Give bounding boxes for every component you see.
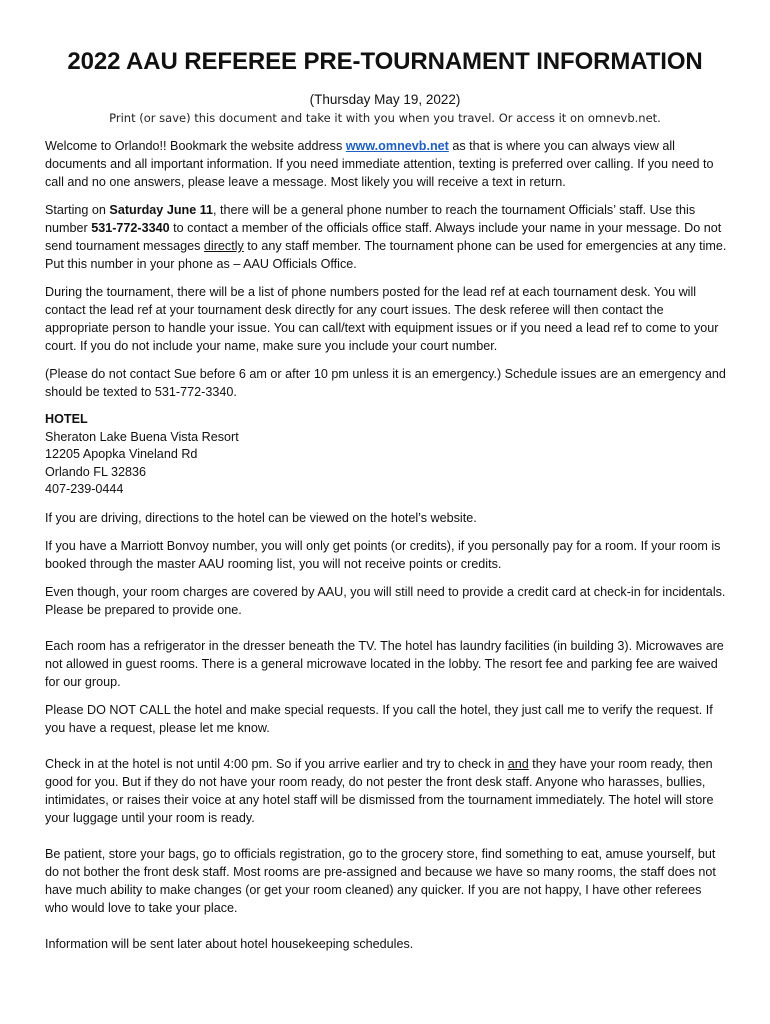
hotel-heading: HOTEL: [45, 412, 88, 426]
phone-text-3: to contact a member of the officials office staff. Always include your name in your message. Do not send tournament messages: [45, 221, 722, 253]
start-date-bold: Saturday June 11: [109, 203, 214, 217]
phone-text-4: to any staff member. The tournament phone can be used for emergencies at any time. Put this number in your phone as – AAU Officials Office.: [45, 239, 727, 271]
website-link[interactable]: www.omnevb.net: [345, 139, 449, 153]
checkin-text-1: Check in at the hotel is not until 4:00 pm. So if you arrive earlier and try to check in: [45, 756, 508, 771]
welcome-paragraph: [45, 137, 727, 191]
marriott-paragraph: If you have a Marriott Bonvoy number, you will only get points (or credits), if you personally pay for a room. If your room is booked through the master AAU rooming list, you will not receive points or credits.: [45, 538, 721, 571]
hotel-block: [45, 411, 727, 499]
hotel-name: Sheraton Lake Buena Vista Resort: [45, 429, 239, 444]
phone-text-2: , there will be a general phone number to reach the tournament Officials’ staff. Use this number: [45, 203, 696, 235]
housekeeping-paragraph: Information will be sent later about hotel housekeeping schedules.: [45, 936, 414, 951]
welcome-text-end: as that is where you can always view all documents and all important information. If you need immediate attention, texting is preferred over calling. If you need to call and no one answers, please leave a message. Most likely you will receive a text in return.: [45, 139, 714, 189]
phone-text-1: Starting on: [45, 203, 110, 217]
document-body: [45, 137, 727, 963]
directions-paragraph: If you are driving, directions to the hotel can be viewed on the hotel’s website.: [45, 510, 477, 525]
print-note: Print (or save) this document and take it with you when you travel. Or access it on omnevb.net.: [109, 111, 661, 125]
document-title: 2022 AAU REFEREE PRE-TOURNAMENT INFORMATION: [67, 48, 703, 75]
welcome-text-start: Welcome to Orlando!! Bookmark the website address: [45, 139, 346, 153]
directly-underlined: directly: [203, 239, 244, 253]
hotel-phone: 407-239-0444: [45, 482, 124, 496]
hotel-address-line-2: Orlando FL 32836: [45, 464, 147, 479]
document-date: (Thursday May 19, 2022): [309, 92, 461, 107]
contact-note-paragraph: (Please do not contact Sue before 6 am or after 10 pm unless it is an emergency.) Schedule issues are an emergency and should be texted to 531-772-3340.: [45, 367, 726, 399]
hotel-address-line-1: 12205 Apopka Vineland Rd: [45, 447, 198, 461]
do-not-call-paragraph: Please DO NOT CALL the hotel and make special requests. If you call the hotel, they just call me to verify the request. If you have a request, please let me know.: [45, 702, 713, 735]
office-phone-number: 531-772-3340: [91, 221, 170, 235]
checkin-text-2: they have your room ready, then good for you. But if they do not have your room ready, do not pester the front desk staff. Anyone who harasses, bullies, intimidates, or raises their voice at any hotel staff will be dismissed from the tournament immediately. The hotel will store your luggage until your room is ready.: [45, 756, 714, 825]
credit-card-paragraph: Even though, your room charges are covered by AAU, you will still need to provide a credit card at check-in for incidentals. Please be prepared to provide one.: [45, 584, 726, 617]
and-underlined: and: [507, 756, 529, 771]
phone-info-paragraph: [45, 201, 727, 273]
room-info-paragraph: Each room has a refrigerator in the dresser beneath the TV. The hotel has laundry facilities (in building 3). Microwaves are not allowed in guest rooms. There is a general microwave located in the lobby. The resort fee and parking fee are waived for our group.: [45, 638, 724, 689]
be-patient-paragraph: Be patient, store your bags, go to officials registration, go to the grocery store, find something to eat, amuse yourself, but do not bother the front desk staff. Most rooms are pre-assigned and because we have so many rooms, the staff does not have much ability to make changes (or get your room cleaned) any quicker. If you are not happy, I have other referees who would love to take your place.: [45, 846, 716, 915]
during-tournament-paragraph: During the tournament, there will be a list of phone numbers posted for the lead ref at each tournament desk. You will contact the lead ref at your tournament desk directly for any court issues. The desk referee will then contact the appropriate person to handle your issue. You can call/text with equipment issues or if you need a lead ref to come to your court. If you do not include your name, make sure you include your court number.: [45, 285, 719, 353]
checkin-paragraph: [45, 755, 727, 827]
